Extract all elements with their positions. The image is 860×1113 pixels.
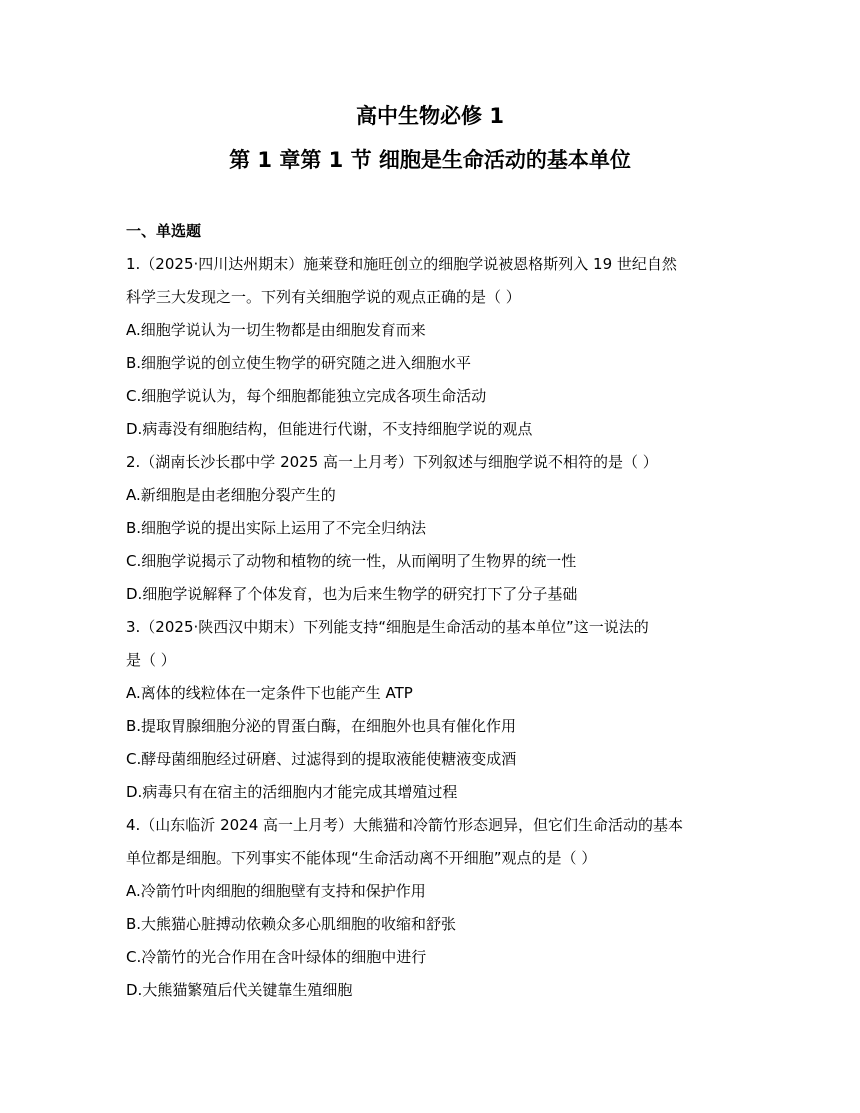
question-2-option-c: C.细胞学说揭示了动物和植物的统一性，从而阐明了生物界的统一性 xyxy=(126,552,577,570)
question-3-stem: 3.（2025·陕西汉中期末）下列能支持“细胞是生命活动的基本单位”这一说法的 xyxy=(126,618,649,636)
question-4-option-a: A.冷箭竹叶肉细胞的细胞壁有支持和保护作用 xyxy=(126,882,426,900)
question-3-option-c: C.酵母菌细胞经过研磨、过滤得到的提取液能使糖液变成酒 xyxy=(126,750,517,768)
question-2-stem: 2.（湖南长沙长郡中学 2025 高一上月考）下列叙述与细胞学说不相符的是（ ） xyxy=(126,453,658,471)
question-3-option-d: D.病毒只有在宿主的活细胞内才能完成其增殖过程 xyxy=(126,783,458,801)
section-heading: 一、单选题 xyxy=(126,222,202,240)
question-1-option-c: C.细胞学说认为，每个细胞都能独立完成各项生命活动 xyxy=(126,387,487,405)
question-4-stem: 4.（山东临沂 2024 高一上月考）大熊猫和冷箭竹形态迥异，但它们生命活动的基本 xyxy=(126,816,684,834)
question-4-option-d: D.大熊猫繁殖后代关键靠生殖细胞 xyxy=(126,981,353,999)
question-2-option-b: B.细胞学说的提出实际上运用了不完全归纳法 xyxy=(126,519,427,537)
question-4-option-b: B.大熊猫心脏搏动依赖众多心肌细胞的收缩和舒张 xyxy=(126,915,457,933)
question-1-option-d: D.病毒没有细胞结构，但能进行代谢，不支持细胞学说的观点 xyxy=(126,420,533,438)
question-1-option-b: B.细胞学说的创立使生物学的研究随之进入细胞水平 xyxy=(126,354,472,372)
question-4-stem-cont: 单位都是细胞。下列事实不能体现“生命活动离不开细胞”观点的是（ ） xyxy=(126,849,597,867)
question-1-stem-cont: 科学三大发现之一。下列有关细胞学说的观点正确的是（ ） xyxy=(126,288,521,306)
question-2-option-a: A.新细胞是由老细胞分裂产生的 xyxy=(126,486,336,504)
question-4-option-c: C.冷箭竹的光合作用在含叶绿体的细胞中进行 xyxy=(126,948,427,966)
question-3-stem-cont: 是（ ） xyxy=(126,651,176,669)
document-subtitle: 第 1 章第 1 节 细胞是生命活动的基本单位 xyxy=(229,148,631,172)
question-3-option-b: B.提取胃腺细胞分泌的胃蛋白酶，在细胞外也具有催化作用 xyxy=(126,717,517,735)
document-title: 高中生物必修 1 xyxy=(356,104,504,128)
question-3-option-a: A.离体的线粒体在一定条件下也能产生 ATP xyxy=(126,684,413,702)
question-2-option-d: D.细胞学说解释了个体发育，也为后来生物学的研究打下了分子基础 xyxy=(126,585,578,603)
question-1-option-a: A.细胞学说认为一切生物都是由细胞发育而来 xyxy=(126,321,426,339)
question-1-stem: 1.（2025·四川达州期末）施莱登和施旺创立的细胞学说被恩格斯列入 19 世纪自然 xyxy=(126,255,677,273)
